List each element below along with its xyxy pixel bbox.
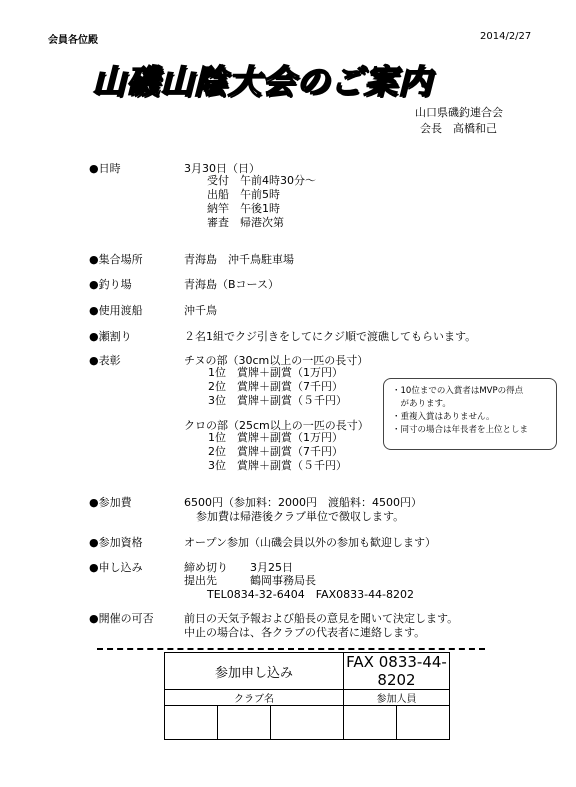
eligibility-value: オープン参加（山磯会員以外の参加も歓迎します） — [184, 536, 437, 549]
fishing-spot-label: ●釣り場 — [89, 278, 132, 291]
go-no-go-label: ●開催の可否 — [89, 612, 154, 625]
schedule-line: 出船 午前5時 — [207, 188, 280, 201]
rotation-label: ●瀬割り — [89, 330, 132, 343]
form-club-cell[interactable] — [271, 706, 344, 740]
go-no-go-line: 中止の場合は、各クラブの代表者に連絡します。 — [184, 626, 426, 639]
schedule-line: 納竿 午後1時 — [207, 202, 280, 215]
application-deadline: 締め切り 3月25日 — [184, 561, 293, 574]
schedule-line: 受付 午前4時30分〜 — [207, 174, 316, 187]
organization: 山口県磯釣連合会 — [415, 106, 503, 119]
form-col-club: クラブ名 — [165, 690, 344, 706]
award-group-heading: クロの部（25cm以上の一匹の長寸） — [184, 419, 369, 432]
awards-notes-callout — [383, 378, 557, 450]
award-place: 3位 賞牌＋副賞（５千円） — [208, 459, 347, 472]
award-place: 3位 賞牌＋副賞（５千円） — [208, 394, 347, 407]
eligibility-label: ●参加資格 — [89, 536, 143, 549]
go-no-go-line: 前日の天気予報および船長の意見を聞いて決定します。 — [184, 612, 459, 625]
fishing-spot-value: 青海島（Bコース） — [184, 278, 279, 291]
fee-line: 6500円（参加料：2000円 渡船料：4500円） — [184, 496, 422, 509]
cut-line — [97, 648, 485, 650]
document-date: 2014/2/27 — [480, 31, 532, 42]
awards-note: があります。 — [392, 399, 451, 409]
award-places — [208, 431, 347, 473]
award-place: 1位 賞牌＋副賞（1万円） — [208, 431, 343, 444]
award-place: 1位 賞牌＋副賞（1万円） — [208, 366, 343, 379]
fee-label: ●参加費 — [89, 496, 132, 509]
event-date: 3月30日（日） — [184, 162, 260, 175]
schedule-label: ●日時 — [89, 162, 121, 175]
award-places — [208, 366, 347, 408]
awards-note: ・重複入賞はありません。 — [392, 412, 495, 422]
form-col-count: 参加人員 — [344, 690, 450, 706]
meeting-value: 青海島 沖千鳥駐車場 — [184, 253, 294, 266]
application-form — [164, 652, 450, 740]
boat-value: 沖千鳥 — [184, 304, 217, 317]
rotation-value: ２名1組でクジ引きをしてにクジ順で渡礁してもらいます。 — [184, 330, 477, 343]
meeting-label: ●集合場所 — [89, 253, 143, 266]
awards-note: ・同寸の場合は年長者を上位としま — [392, 425, 529, 435]
award-place: 2位 賞牌＋副賞（7千円） — [208, 445, 343, 458]
form-club-cell[interactable] — [165, 706, 218, 740]
application-contact: TEL0834-32-6404 FAX0833-44-8202 — [207, 588, 415, 601]
schedule-lines — [207, 174, 316, 230]
president: 会長 高橋和己 — [420, 122, 497, 135]
awards-label: ●表彰 — [89, 354, 121, 367]
boat-label: ●使用渡船 — [89, 304, 143, 317]
awards-note: ・10位までの入賞者はMVPの得点 — [392, 386, 524, 396]
page-title: 山磯山陰大会のご案内 — [92, 62, 432, 101]
form-title: 参加申し込み — [165, 653, 344, 690]
form-club-cell[interactable] — [218, 706, 271, 740]
fee-collection: 参加費は帰港後クラブ単位で徴収します。 — [196, 510, 405, 523]
application-label: ●申し込み — [89, 561, 143, 574]
schedule-line: 審査 帰港次第 — [207, 216, 284, 229]
application-recipient: 提出先 鶴岡事務局長 — [184, 574, 316, 587]
award-place: 2位 賞牌＋副賞（7千円） — [208, 380, 343, 393]
form-count-cell[interactable] — [397, 706, 450, 740]
form-count-cell[interactable] — [344, 706, 397, 740]
form-fax: FAX 0833-44-8202 — [344, 653, 450, 690]
addressee: 会員各位殿 — [48, 35, 98, 46]
award-group-heading: チヌの部（30cm以上の一匹の長寸） — [184, 354, 369, 367]
